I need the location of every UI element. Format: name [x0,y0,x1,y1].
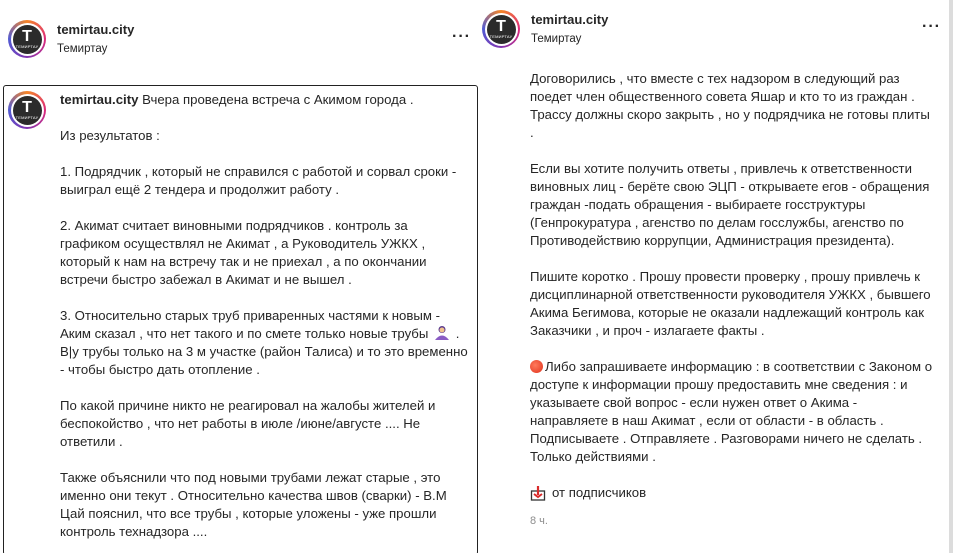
avatar-glyph: T [496,18,506,35]
caption-box [3,85,478,553]
red-circle-icon [530,360,543,373]
caption-paragraph: 1. Подрядчик , который не справился с работой и сорвал сроки - выиграл ещё 2 тендера и продолжит работу . [60,164,457,197]
avatar-text: ТЕМИРТАУ [489,34,513,39]
caption-text [530,70,934,530]
avatar-glyph: T [22,99,32,116]
right-post-panel [478,0,953,553]
post-header [482,10,608,48]
more-options-icon[interactable]: ··· [452,28,471,45]
person-shrug-icon [434,325,450,340]
avatar[interactable] [8,20,46,58]
gift-line [530,484,934,502]
red-paragraph-text: Либо запрашиваете информацию : в соответствии с Законом о доступе к информации прошу предоставить мне сведения : и указываете свой вопрос - если нужен ответ о Акима - направляете в наш Акимат , если от области - в область . Подписываете . Отправляете . Разговорами ничего не сделать . Только действиями . [530,359,933,464]
caption-paragraph [530,358,934,466]
avatar-text: ТЕМИРТАУ [15,44,39,49]
caption-avatar[interactable] [8,91,46,129]
more-options-icon[interactable]: ··· [922,18,941,35]
caption-p3-after: . В|у трубы только на 3 м участке (район Талиса) и то это временно - чтобы быстро дать отопление . [60,326,468,377]
location[interactable]: Темиртау [531,33,582,45]
post-time[interactable]: 8 ч. [530,515,548,527]
gift-icon [530,485,546,501]
caption-paragraph [60,307,468,379]
caption-paragraph: Пишите коротко . Прошу провести проверку , прошу привлечь к дисциплинарной ответственности руководителя УЖКХ , бывшего Акима Бегимова, которые не оказали надлежащий контроль как Заказчики , и проч - излагаете факты . [530,269,931,338]
caption-paragraph: Из результатов : [60,128,160,143]
gift-label: от подписчиков [552,485,647,500]
caption-paragraph: Если вы хотите получить ответы , привлечь к ответственности виновных лиц - берёте свою ЭЦП - открываете егов - обращения граждан -подать обращения - выбираете госструктуры (Генпрокуратура , агенство по делам госслужбы, агенство по Противодействию коррупции, Администрация президента). [530,161,930,248]
caption-paragraph: По какой причине никто не реагировал на жалобы жителей и беспокойство , что нет работы в июле /июне/августе .... Не ответили . [60,398,436,449]
avatar-text: ТЕМИРТАУ [15,115,39,120]
caption-p3-before: 3. Относительно старых труб приваренных частями к новым - Аким сказал , что нет такого и по смете только новые трубы [60,308,440,341]
post-header [8,20,134,58]
location[interactable]: Темиртау [57,43,108,55]
username[interactable]: temirtau.city [531,12,609,27]
caption-paragraph: 2. Акимат считает виновными подрядчиков . контроль за графиком осуществлял не Акимат , а Руководитель УЖКХ , который к нам на встречу так и не приехал , а по окончании встречи быстро забежал в Акимат и не вышел . [60,218,427,287]
avatar-glyph: T [22,28,32,45]
caption-text [60,91,468,553]
caption-paragraph: Также объяснили что под новыми трубами лежат старые , это именно они текут . Относительно качества швов (сварки) - В.М Цай пояснил, что все трубы , которые уложены - уже прошли контроль технадзора .... [60,470,447,539]
caption-username[interactable]: temirtau.city [60,92,139,107]
scrollbar[interactable] [949,0,953,553]
avatar[interactable] [482,10,520,48]
caption-paragraph: Договорились , что вместе с тех надзором в следующий раз поедет член общественного совета Яшар и кто то из граждан . Трассу должны скоро закрыть , но у подрядчика не готовы плиты . [530,71,930,140]
username[interactable]: temirtau.city [57,22,135,37]
caption-first-line: Вчера проведена встреча с Акимом города . [142,92,414,107]
